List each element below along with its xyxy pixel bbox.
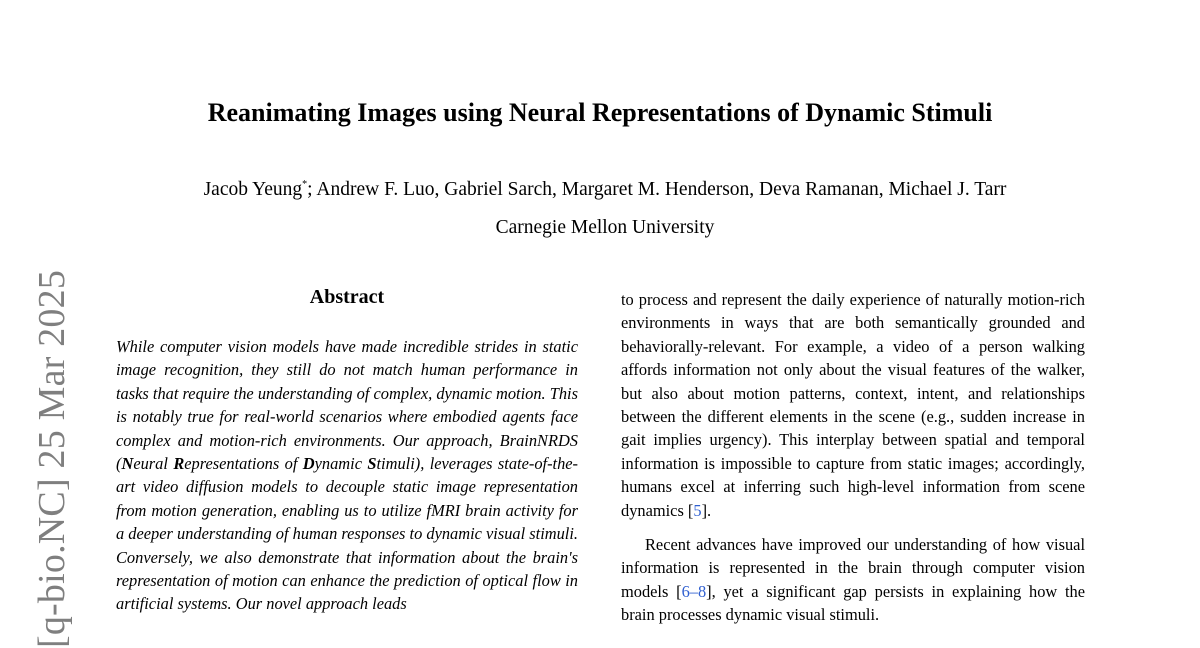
acronym-letter-r: R bbox=[173, 454, 185, 474]
intro-paragraph-2 bbox=[621, 533, 1085, 627]
abstract-part: epresentations of bbox=[184, 454, 303, 474]
abstract-part: eural bbox=[133, 454, 174, 474]
abstract-heading: Abstract bbox=[309, 286, 385, 308]
paragraph-text: Recent advances have improved our understanding of how visual information is represented in the brain through computer vision models [ bbox=[621, 535, 1085, 601]
other-authors: ; Andrew F. Luo, Gabriel Sarch, Margaret M. Henderson, Deva Ramanan, Michael J. Tarr bbox=[307, 179, 1007, 200]
author-list bbox=[0, 179, 1200, 201]
paper-title: Reanimating Images using Neural Representations of Dynamic Stimuli bbox=[207, 98, 993, 127]
paragraph-text: ]. bbox=[701, 500, 712, 520]
paragraph-text: to process and represent the daily experience of naturally motion-rich environments in ways that are both semantically grounded and behaviorally-relevant. For example, a video of a person walking affords information not only about the visual features of the walker, but also about motion patterns, context, intent, and relationships between the different elements in the scene (e.g., sudden increase in gait implies urgency). This interplay between spatial and temporal information is impossible to capture from static images; accordingly, humans excel at inferring such high-level information from scene dynamics [ bbox=[621, 290, 1085, 520]
first-author: Jacob Yeung bbox=[203, 179, 303, 200]
arxiv-id-visible: [q-bio.NC] 25 Mar 2025 bbox=[31, 269, 73, 648]
intro-paragraph-1 bbox=[621, 288, 1085, 522]
acronym-letter-n: N bbox=[121, 454, 134, 474]
affiliation: Carnegie Mellon University bbox=[495, 217, 715, 238]
abstract-part: While computer vision models have made incredible strides in static image recognition, they still do not match human performance in tasks that require the understanding of complex, dynamic motion. This is notably true for real-world scenarios where embodied agents face complex and motion-rich environments. Our approach, BrainNRDS ( bbox=[116, 337, 578, 474]
abstract-part: ynamic bbox=[314, 454, 368, 474]
acronym-letter-d: D bbox=[302, 454, 315, 474]
corresponding-author-mark: * bbox=[302, 179, 308, 190]
arxiv-identifier bbox=[30, 270, 74, 648]
acronym-letter-s: S bbox=[367, 454, 377, 474]
intro-column bbox=[621, 288, 1085, 627]
abstract-text bbox=[116, 335, 578, 616]
citation-link[interactable]: 6–8 bbox=[681, 581, 707, 601]
paragraph-text: ], yet a significant gap persists in explaining how the brain processes dynamic visual stimuli. bbox=[621, 581, 1085, 625]
abstract-part: timuli), leverages state-of-the-art video diffusion models to decouple static image representation from motion generation, enabling us to utilize fMRI brain activity for a deeper understanding of human responses to dynamic visual stimuli. Conversely, we also demonstrate that information about the brain's representation of motion can enhance the prediction of optical flow in artificial systems. Our novel approach leads bbox=[116, 454, 579, 614]
citation-link[interactable]: 5 bbox=[693, 500, 702, 520]
